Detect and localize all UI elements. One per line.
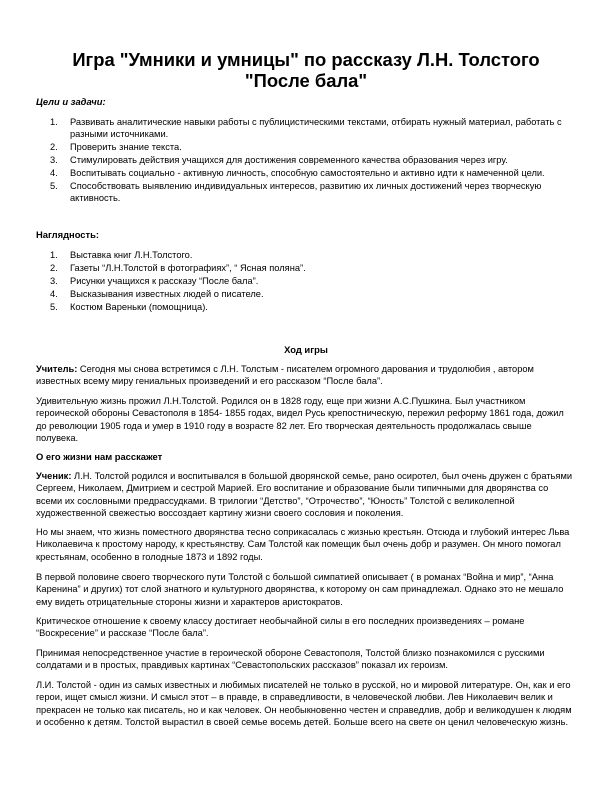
visual-list: [36, 249, 566, 314]
teacher-label: Учитель:: [36, 364, 78, 374]
list-item: 1. Развивать аналитические навыки работы с публицистическими текстами, отбирать нужный материал, работать с разными источниками.: [50, 117, 562, 139]
list-item: 4. Высказывания известных людей о писателе.: [50, 289, 264, 299]
title-line-1: Игра "Умники и умницы" по рассказу Л.Н. Толстого: [72, 49, 540, 70]
list-item: 2. Газеты “Л.Н.Толстой в фотографиях”, “ Ясная поляна”.: [50, 263, 306, 273]
paragraph-peasantry: Но мы знаем, что жизнь поместного дворянства тесно соприкасалась с жизнью крестьян. Отсюда и глубокий интерес Льва Николаевича к простому народу, к крестьянству. Сам Толстой как помещик был очень добр и разумен. Он много помогал крестьянам, особенно в голодные 1873 и 1892 годы.: [36, 527, 570, 562]
paragraph-sevastopol: Принимая непосредственное участие в героической обороне Севастополя, Толстой близко познакомился с русскими солдатами и в простых, правдивых картинах “Севастопольских рассказов” показал их героизм.: [36, 648, 545, 671]
list-item: 5. Костюм Вареньки (помощница).: [50, 302, 208, 312]
list-item: 4. Воспитывать социально - активную личность, способную самостоятельно и активно идти к намеченной цели.: [50, 168, 545, 178]
course-heading: Ход игры: [284, 344, 328, 355]
biography-paragraph: Удивительную жизнь прожил Л.Н.Толстой. Родился он в 1828 году, еще при жизни А.С.Пушкина. Был участником героической обороны Севастополя в 1854- 1855 годах, видел Русь крепостническую, пережил реформу 1861 года, дожил до революции 1905 года и умер в 1910 году в возрасте 82 лет. Его творческая деятельность продолжалась свыше полувека.: [36, 396, 564, 443]
student-paragraph: Ученик: Л.Н. Толстой родился и воспитывался в большой дворянской семье, рано осиротел, был очень дружен с братьями Сергеем, Николаем, Дмитрием и сестрой Марией. Его воспитание и образование были типичными для дворянства со всеми их сословными предрассудками. В трилогии “Детство”, “Отрочество”, “Юность” Толстой с великолепной художественной свежестью воссоздает картину жизни своего сословия и поколения.: [36, 471, 573, 518]
goals-heading: Цели и задачи:: [36, 96, 106, 107]
paragraph-tolstoy-legacy: Л.И. Толстой - один из самых известных и любимых писателей не только в русской, но и мировой литературе. Он, как и его герои, ищет смысл жизни. И смысл этот – в правде, в справедливости, в человеческой любви. Лев Николаевич велик и прекрасен не только как писатель, но и как человек. Он необыкновенно честен и справедлив, добр и великодушен к людям и особенно к детям. Толстой вырастил в своей семье восемь детей. Больше всего на свете он ценил человеческую жизнь.: [36, 680, 572, 727]
list-item: 5. Способствовать выявлению индивидуальных интересов, развитию их личных достижений через творческую активность.: [50, 181, 542, 203]
student-label: Ученик:: [36, 471, 72, 481]
list-item: 2. Проверить знание текста.: [50, 142, 182, 152]
section-heading-life: О его жизни нам расскажет: [36, 451, 163, 462]
goals-list: [36, 116, 566, 205]
list-item: 1. Выставка книг Л.Н.Толстого.: [50, 250, 193, 260]
title-line-2: "После бала": [244, 70, 368, 91]
paragraph-nobility: В первой половине своего творческого пути Толстой с большой симпатией описывает ( в романах “Война и мир”, “Анна Каренина” и других) тот слой знатного и культурного дворянства, к которому он сам принадлежал. Однако это не мешало ему видеть отрицательные стороны жизни и характеров аристократов.: [36, 572, 564, 607]
document-title: [40, 49, 572, 91]
paragraph-criticism: Критическое отношение к своему классу достигает необычайной силы в его последних произведениях – романе “Воскресение” и рассказе “После бала”.: [36, 616, 525, 639]
visual-heading: Наглядность:: [36, 229, 99, 240]
list-item: 3. Стимулировать действия учащихся для достижения современного качества образования через игру.: [50, 155, 508, 165]
teacher-paragraph: Учитель: Сегодня мы снова встретимся с Л.Н. Толстым - писателем огромного дарования и трудолюбия , автором известных всему миру гениальных произведений и его рассказом “После бала”.: [36, 364, 534, 387]
list-item: 3. Рисунки учащихся к рассказу “После бала”.: [50, 276, 259, 286]
